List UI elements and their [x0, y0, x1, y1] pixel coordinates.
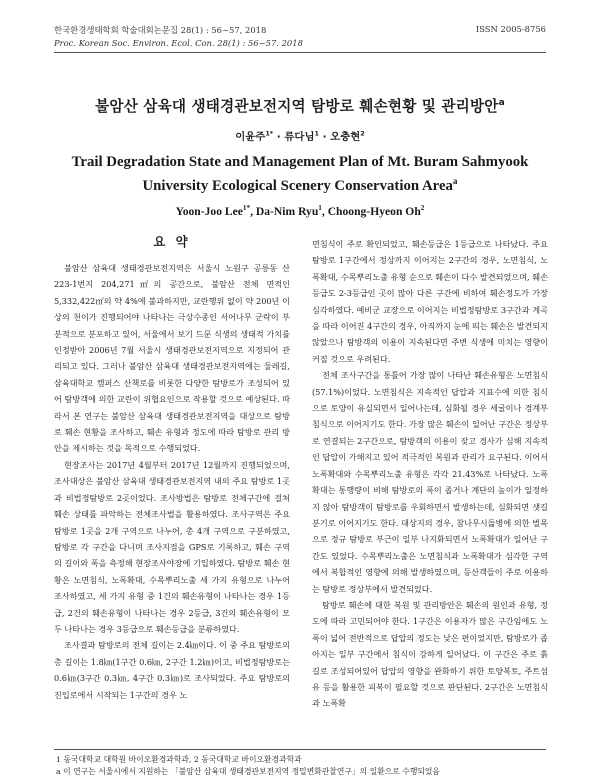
title-korean: [0, 95, 600, 116]
author-separator: ·: [273, 131, 285, 143]
body-paragraph: 면침식이 주로 확인되었고, 훼손등급은 1등급으로 나타났다. 주요 탐방로 1구간에서 정상까지 이어지는 2구간의 경우, 노면침식, 노폭확대, 수목뿌리노출 유형 순으로 훼손이 다수 발견되었으며, 훼손등급도 2-3등급인 곳이 많아 다른 구간에 비하여 훼손정도가 가장 심각하였다. 예비군 교장으로 이어지는 비법정탐방로 3구간과 계곡을 따라 이어진 4구간의 경우, 아직까지 눈에 띄는 훼손은 발견되지 않았으나 탐방객의 이용이 지속된다면 주변 식생에 미치는 영향이 커질 것으로 우려된다.: [312, 239, 548, 364]
author-name: 오충현: [330, 131, 361, 143]
footnote-funding: a 이 연구는 서울시에서 지원하는 「불암산 삼육대 생태경관보전지역 정밀변화관찰연구」의 일환으로 수행되었음: [56, 767, 440, 776]
author-separator: ·: [318, 131, 331, 143]
footnote-divider: [54, 749, 546, 750]
author-separator: ,: [250, 205, 256, 218]
title-korean-text: 불암산 삼육대 생태경관보전지역 탐방로 훼손현황 및 관리방안: [95, 98, 499, 115]
author-name: 류다님: [284, 131, 315, 143]
body-paragraph: 조사결과 탐방로의 전체 길이는 2.4㎞이다. 이 중 주요 탐방로의 총 길이는 1.8㎞(1구간 0.6㎞, 2구간 1.2㎞)이고, 비법정탐방로는 0.6㎞(3구간 0.3㎞, 4구간 0.3㎞)로 조사되었다. 주요 탐방로의 진입로에서 시작되는 1구간의 경우 노: [54, 640, 290, 700]
body-paragraph: 탐방로 훼손에 대한 복원 및 관리방안은 훼손의 원인과 유형, 정도에 따라 고민되어야 한다. 1구간은 이용자가 많은 구간임에도 노폭이 넓어 전반적으로 답압의 정도는 낮은 편이었지만, 탐방로가 좁아지는 일부 구간에서 침식이 강하게 일어났다. 이 구간은 주로 흙길로 조성되어있어 답압의 영향을 완화하기 위한 토양복토, 주트섬유 등을 활용한 피복이 필요할 것으로 판단된다. 2구간은 노면침식과 노폭확: [312, 599, 548, 709]
author-affiliation-mark: 2: [420, 204, 425, 213]
issn: ISSN 2005-8756: [475, 24, 546, 34]
author-name: Yoon-Joo Lee: [175, 205, 243, 218]
author-name: Choong-Hyeon Oh: [327, 205, 421, 218]
body-paragraph: 현장조사는 2017년 4월부터 2017년 12월까지 진행되었으며, 조사대상은 불암산 삼육대 생태경관보전지역 내의 주요 탐방로 1곳과 비법정탐방로 2곳이었다. 조사방법은 탐방로 전체구간에 걸쳐 훼손 상태를 파악하는 전체조사법을 활용하였다. 조사구역은 주요 탐방로 1곳을 2개 구역으로 나누어, 총 4개 구역으로 구분하였고, 탐방로 각 구간을 다니며 조사지점을 GPS로 기록하고, 훼손 구역의 길이와 폭을 측정해 현장조사야장에 기입하였다. 탐방로 훼손 현황은 노면침식, 노폭확대, 수목뿌리노출 세 가지 유형으로 나누어 조사하였고, 세 가지 유형 중 1건의 훼손유형이 나타나는 경우 1등급, 2건의 훼손유형이 나타나는 경우 2등급, 3건의 훼손유형이 모두 나타나는 경우 3등급으로 훼손등급을 분류하였다.: [54, 459, 290, 634]
author-affiliation-mark: 1*: [242, 204, 251, 213]
author-separator: ,: [321, 205, 328, 218]
body-column-right: [312, 236, 548, 712]
title-english: [40, 150, 560, 198]
footnote-affiliations: 1 동국대학교 대학원 바이오환경과학과, 2 동국대학교 바이오환경과학과: [56, 755, 302, 764]
journal-citation-ko: 한국환경생태학회 학술대회논문집 28(1) : 56~57, 2018: [54, 25, 267, 35]
author-affiliation-mark: 1: [318, 204, 322, 213]
authors-english: [0, 205, 600, 218]
author-name: Da-Nim Ryu: [255, 205, 319, 218]
abstract-heading: 요 약: [153, 234, 191, 249]
title-english-text: Trail Degradation State and Management Plan of Mt. Buram Sahmyook University Ecological Scenery Conservation Area: [71, 154, 529, 194]
title-english-footnote-mark: a: [452, 176, 458, 187]
journal-citation: [54, 24, 303, 50]
body-paragraph: 전체 조사구간을 통틀어 가장 많이 나타난 훼손유형은 노면침식(57.1%)이었다. 노면침식은 지속적인 답압과 지표수에 의한 침식으로 토양이 유실되면서 일어나는데, 심화될 경우 세굴이나 경계부 침식으로 이어지기도 한다. 가장 많은 훼손이 일어난 구간은 정상부로 연결되는 2구간으로, 탐방객의 이용이 잦고 경사가 심해 지속적인 답압이 가해지고 있어 적극적인 복원과 관리가 요구된다. 이어서 노폭확대와 수목뿌리노출 유형은 각각 21.43%로 나타났다. 노폭확대는 통행량이 비해 탐방로의 폭이 좁거나 계단의 높이가 일정하지 않아 탐방객이 탐방로를 우회하면서 발생하는데, 심화되면 샛길분기로 이어지기도 한다. 대상지의 경우, 참나무시듦병에 의한 벌목으로 정규 탐방로 부근이 일부 나지화되면서 노폭확대가 일어난 구간도 있었다. 수목뿌리노출은 노면침식과 노폭확대가 심각한 구역에서 복합적인 영향에 의해 발생하였으며, 등산객들이 주로 이용하는 탐방로 정상부에서 발견되었다.: [312, 370, 548, 594]
authors-korean: [0, 128, 600, 143]
author-affiliation-mark: 1: [314, 129, 319, 138]
title-korean-footnote-mark: a: [498, 98, 505, 109]
body-column-left: [54, 260, 290, 703]
author-name: 이윤주: [235, 131, 266, 143]
header-divider: [54, 52, 546, 53]
author-affiliation-mark: 2: [360, 129, 365, 138]
author-affiliation-mark: 1*: [265, 129, 274, 138]
body-paragraph: 불암산 삼육대 생태경관보전지역은 서울시 노원구 공릉동 산 223-1번지 204,271㎡의 공간으로, 불암산 전체 면적인 5,332,422㎡의 약 4%에 불과하지만, 교란행위 없이 약 200년 이상의 천이가 진행되어야 나타나는 극상수종인 서어나무 군락이 부분적으로 분포하고 있어, 서울에서 보기 드문 식생의 생태적 가치를 인정받아 2006년 7월 서울시 생태경관보전지역으로 지정되어 관리되고 있다. 그러나 불암산 삼육대 생태경관보전지역에는 둘레길, 삼육대학교 캠퍼스 산책로를 비롯한 다양한 탐방로가 조성되어 있어 탐방객에 의한 교란이 위협요인으로 작용할 것으로 예상된다. 따라서 본 연구는 불암산 삼육대 생태경관보전지역을 대상으로 탐방로 훼손 현황을 조사하고, 훼손 유형과 정도에 따라 탐방로 관리 방안을 제시하는 것을 목적으로 수행되었다.: [54, 263, 290, 454]
journal-citation-en: Proc. Korean Soc. Environ. Ecol. Con. 28(1) : 56~57. 2018: [54, 38, 303, 48]
